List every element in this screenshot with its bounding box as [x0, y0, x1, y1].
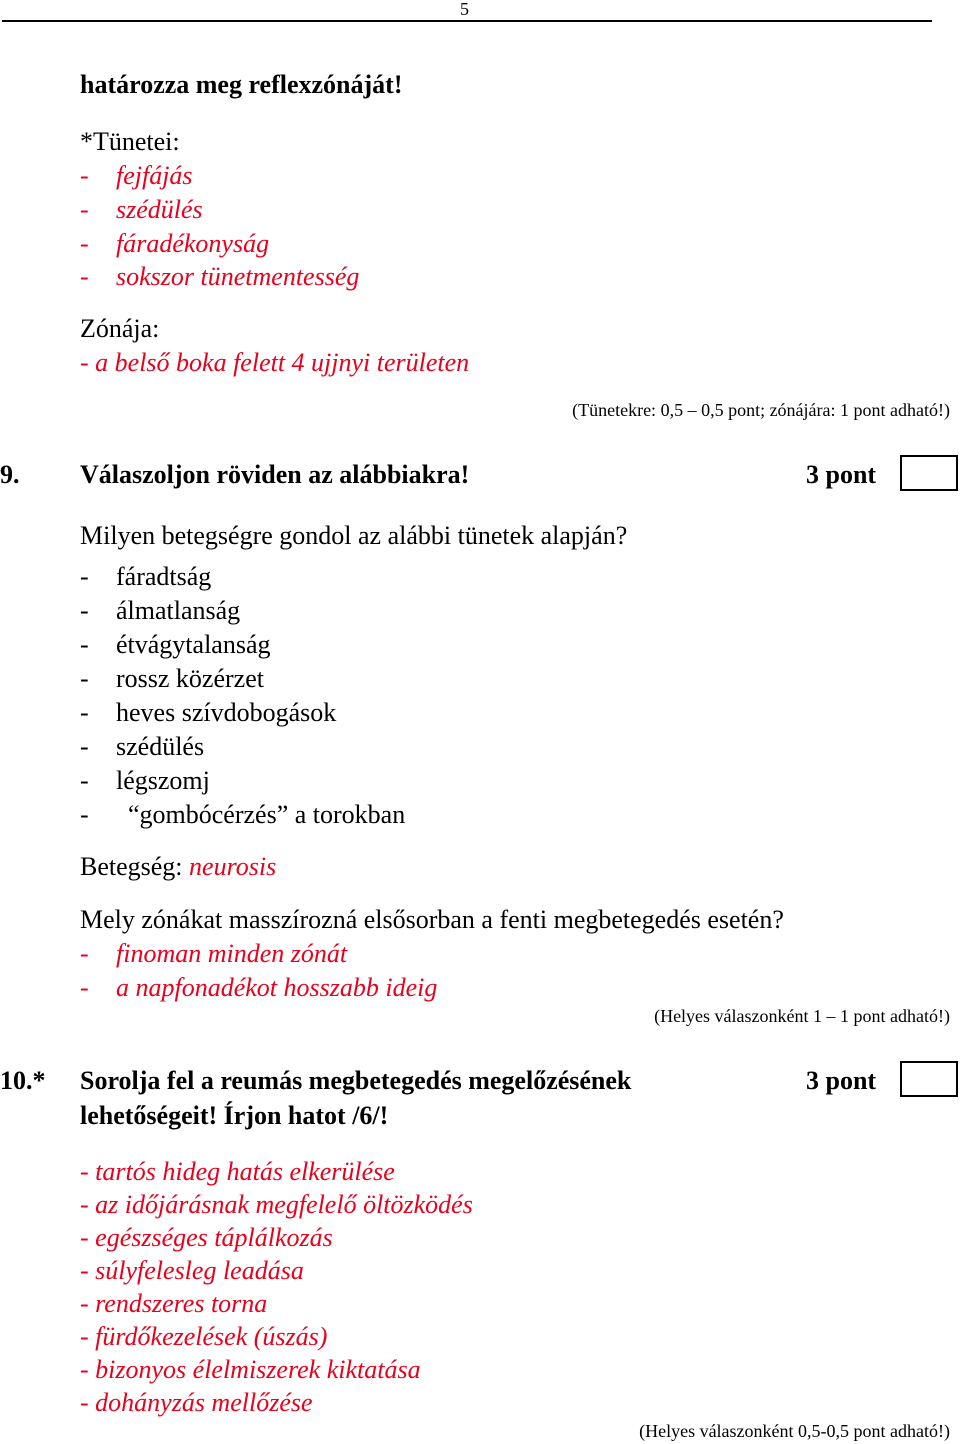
- intro-line: határozza meg reflexzónáját!: [80, 70, 403, 99]
- list-item: finoman minden zónát: [116, 939, 348, 968]
- list-item: - rendszeres torna: [80, 1289, 268, 1318]
- list-item: a napfonadékot hosszabb ideig: [116, 973, 438, 1002]
- scoring-note: (Helyes válaszonként 0,5-0,5 pont adható!): [639, 1421, 950, 1441]
- question-title: Sorolja fel a reumás megbetegedés megelőzésének: [80, 1066, 632, 1095]
- disease-answer: neurosis: [189, 852, 277, 881]
- list-item: álmatlanság: [116, 596, 241, 625]
- zone-answer: - a belső boka felett 4 ujjnyi területen: [80, 348, 470, 377]
- question-title: Válaszoljon röviden az alábbiakra!: [80, 460, 470, 489]
- disease-line: [80, 852, 276, 882]
- question-number: 10.*: [0, 1066, 46, 1095]
- list-item: heves szívdobogások: [116, 698, 337, 727]
- symptoms-label: *Tünetei:: [80, 127, 180, 156]
- list-item: étvágytalanság: [116, 630, 271, 659]
- list-item: - az időjárásnak megfelelő öltözködés: [80, 1190, 473, 1219]
- score-box[interactable]: [900, 1061, 958, 1097]
- list-item: légszomj: [116, 766, 210, 795]
- points-label: 3 pont: [806, 460, 877, 489]
- disease-label: Betegség:: [80, 852, 183, 881]
- question-text: Milyen betegségre gondol az alábbi tünetek alapján?: [80, 521, 628, 550]
- page-number: 5: [460, 0, 469, 19]
- zone-label: Zónája:: [80, 314, 160, 343]
- points-label: 3 pont: [806, 1066, 877, 1095]
- list-item: - dohányzás mellőzése: [80, 1388, 313, 1417]
- scoring-note: (Helyes válaszonként 1 – 1 pont adható!): [654, 1006, 950, 1026]
- question-title-cont: lehetőségeit! Írjon hatot /6/!: [80, 1101, 389, 1130]
- score-box[interactable]: [900, 455, 958, 491]
- list-item: - súlyfelesleg leadása: [80, 1256, 304, 1285]
- list-item: “gombócérzés” a torokban: [128, 800, 406, 829]
- list-item: - egészséges táplálkozás: [80, 1223, 333, 1252]
- header-rule: [2, 20, 932, 22]
- list-item: rossz közérzet: [116, 664, 264, 693]
- list-item: szédülés: [116, 195, 203, 224]
- list-item: - tartós hideg hatás elkerülése: [80, 1157, 395, 1186]
- list-item: fáradtság: [116, 562, 212, 591]
- list-item: sokszor tünetmentesség: [116, 262, 360, 291]
- list-item: fáradékonyság: [116, 229, 270, 258]
- scoring-note: (Tünetekre: 0,5 – 0,5 pont; zónájára: 1 pont adható!): [572, 400, 950, 420]
- question-text: Mely zónákat masszírozná elsősorban a fenti megbetegedés esetén?: [80, 905, 784, 934]
- question-number: 9.: [0, 460, 20, 489]
- list-item: - bizonyos élelmiszerek kiktatása: [80, 1355, 421, 1384]
- list-item: szédülés: [116, 732, 205, 761]
- list-item: - fürdőkezelések (úszás): [80, 1322, 328, 1351]
- list-item: fejfájás: [116, 161, 193, 190]
